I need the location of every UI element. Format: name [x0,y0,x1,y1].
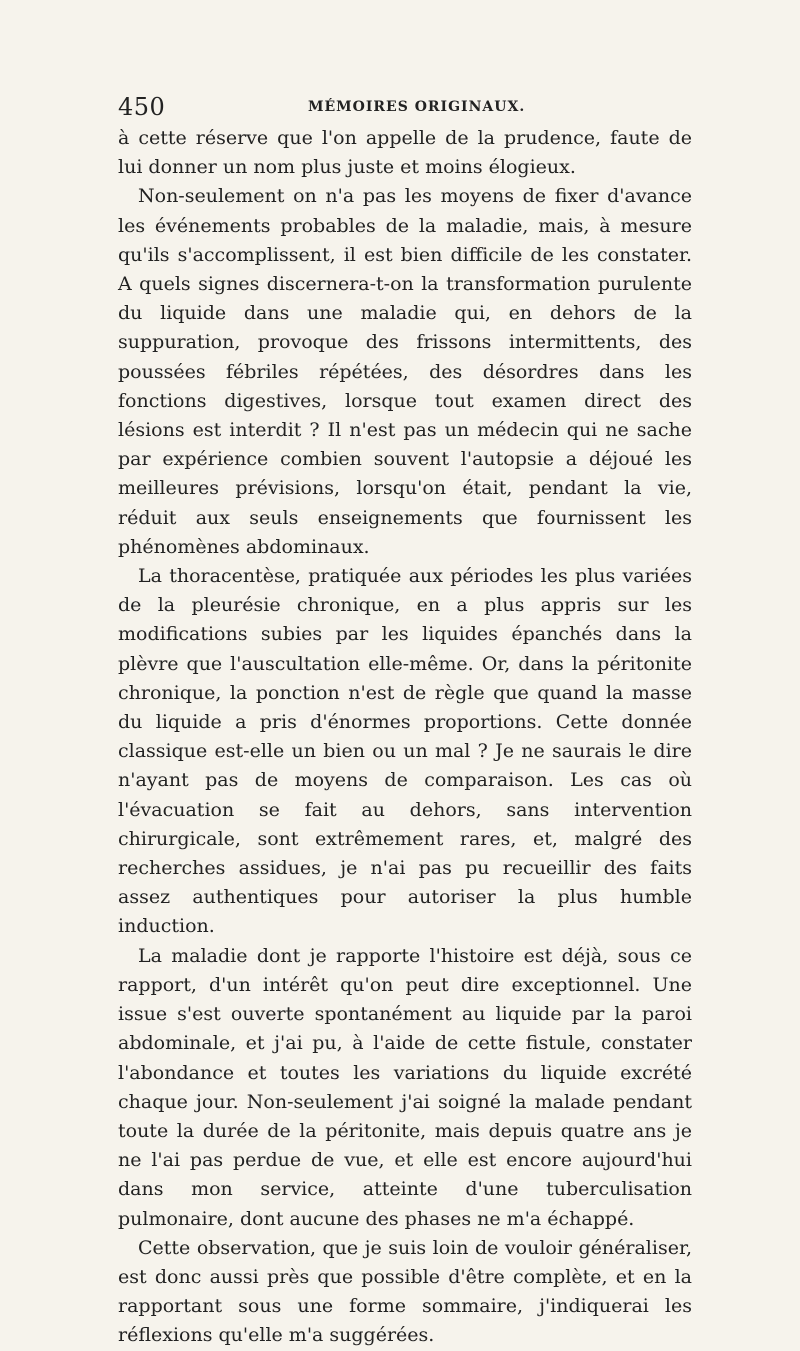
running-title: MÉMOIRES ORIGINAUX. [308,99,526,115]
paragraph: Non-seulement on n'a pas les moyens de fixer d'avance les événements probables de la maladie, mais, à mesure qu'ils s'accomplissent, il est bien difficile de les constater. A quels signes discernera-t-on la transformation purulente du liquide dans une maladie qui, en dehors de la suppuration, provoque des frissons intermittents, des poussées fébriles répétées, des désordres dans les fonctions digestives, lorsque tout examen direct des lésions est interdit ? Il n'est pas un médecin qui ne sache par expérience combien souvent l'autopsie a déjoué les meilleures prévisions, lorsqu'on était, pendant la vie, réduit aux seuls enseignements que fournissent les phénomènes abdominaux. [118,185,692,558]
running-head [118,92,692,122]
paragraph: Cette observation, que je suis loin de vouloir généraliser, est donc aussi près que possible d'être complète, et en la rapportant sous une forme sommaire, j'indiquerai les réflexions qu'elle m'a suggérées. [118,1236,692,1347]
paragraph: La maladie dont je rapporte l'histoire est déjà, sous ce rapport, d'un intérêt qu'on peut dire exceptionnel. Une issue s'est ouverte spontanément au liquide par la paroi abdominale, et j'ai pu, à l'aide de cette fistule, constater l'abondance et toutes les variations du liquide excrété chaque jour. Non-seulement j'ai soigné la malade pendant toute la durée de la péritonite, mais depuis quatre ans je ne l'ai pas perdue de vue, et elle est encore aujourd'hui dans mon service, atteinte d'une tuberculisation pulmonaire, dont aucune des phases ne m'a échappé. [118,944,692,1230]
page-number: 450 [118,93,166,121]
paragraph-continued: à cette réserve que l'on appelle de la prudence, faute de lui donner un nom plus juste et moins élogieux. [118,127,692,179]
paragraph: La thoracentèse, pratiquée aux périodes les plus variées de la pleurésie chronique, en a plus appris sur les modifications subies par les liquides épanchés dans la plèvre que l'auscultation elle-même. Or, dans la péritonite chronique, la ponction n'est de règle que quand la masse du liquide a pris d'énormes proportions. Cette donnée classique est-elle un bien ou un mal ? Je ne saurais le dire n'ayant pas de moyens de comparaison. Les cas où l'évacuation se fait au dehors, sans intervention chirurgicale, sont extrêmement rares, et, malgré des recherches assidues, je n'ai pas pu recueillir des faits assez authentiques pour autoriser la plus humble induction. [118,565,692,938]
body-text [118,124,692,1351]
